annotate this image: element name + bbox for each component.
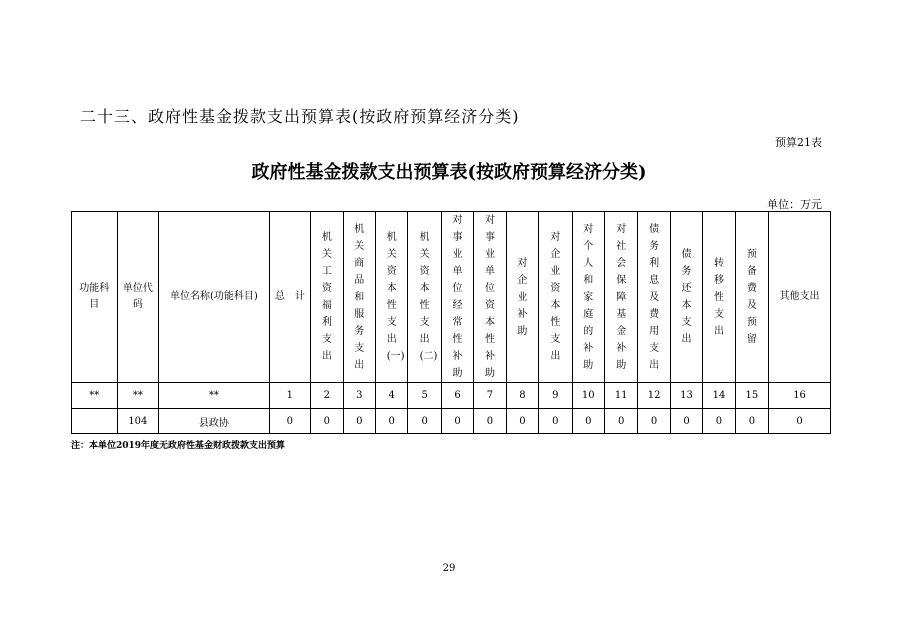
header-cell: 对事业单位资本性补助: [474, 212, 506, 383]
header-row: [72, 212, 831, 383]
amount-cell: 0: [375, 409, 407, 434]
table-number: 预算21表: [775, 136, 822, 149]
index-cell: 9: [539, 383, 572, 409]
header-cell: 债务利息及费用支出: [638, 212, 670, 383]
index-cell: 8: [506, 383, 538, 409]
column-index-row: [72, 383, 831, 409]
amount-cell: 0: [735, 409, 768, 434]
amount-cell: 0: [269, 409, 311, 434]
header-cell: 单位代码: [117, 212, 159, 383]
page-title: 政府性基金拨款支出预算表(按政府预算经济分类): [251, 162, 647, 183]
unit-name-cell: 县政协: [159, 409, 269, 434]
amount-cell: 0: [604, 409, 637, 434]
page-number: 29: [442, 563, 456, 574]
function-code-cell: [72, 409, 118, 434]
header-cell: 对社会保障基金补助: [604, 212, 637, 383]
header-cell: 对个人和家庭的补助: [572, 212, 604, 383]
section-heading: 二十三、政府性基金拨款支出预算表(按政府预算经济分类): [80, 107, 520, 126]
amount-cell: 0: [703, 409, 735, 434]
amount-cell: 0: [539, 409, 572, 434]
index-cell: 13: [670, 383, 702, 409]
index-cell: 7: [474, 383, 506, 409]
amount-cell: 0: [670, 409, 702, 434]
budget-table: [71, 211, 831, 434]
header-cell: 总 计: [269, 212, 311, 383]
header-cell: 机关资本性支出(一): [375, 212, 407, 383]
amount-cell: 0: [441, 409, 473, 434]
amount-cell: 0: [474, 409, 506, 434]
header-cell: 机关商品和服务支出: [343, 212, 375, 383]
header-cell: 其他支出: [769, 212, 831, 383]
amount-cell: 0: [572, 409, 604, 434]
index-cell: 1: [269, 383, 311, 409]
amount-cell: 0: [311, 409, 343, 434]
index-cell: 6: [441, 383, 473, 409]
table-note: 注：本单位2019年度无政府性基金财政拨款支出预算: [71, 441, 286, 451]
header-cell: 预备费及预留: [735, 212, 768, 383]
index-cell: **: [117, 383, 159, 409]
index-cell: 2: [311, 383, 343, 409]
amount-cell: 0: [506, 409, 538, 434]
header-cell: 功能科目: [72, 212, 118, 383]
index-cell: 16: [769, 383, 831, 409]
index-cell: **: [72, 383, 118, 409]
header-cell: 机关工资福利支出: [311, 212, 343, 383]
header-cell: 对事业单位经常性补助: [441, 212, 473, 383]
header-cell: 机关资本性支出(二): [408, 212, 441, 383]
unit-label: 单位：万元: [767, 198, 822, 211]
amount-cell: 0: [408, 409, 441, 434]
header-cell: 单位名称(功能科目): [159, 212, 269, 383]
index-cell: 3: [343, 383, 375, 409]
index-cell: 14: [703, 383, 735, 409]
table-row: [72, 409, 831, 434]
index-cell: **: [159, 383, 269, 409]
amount-cell: 0: [343, 409, 375, 434]
index-cell: 11: [604, 383, 637, 409]
index-cell: 4: [375, 383, 407, 409]
amount-cell: 0: [638, 409, 670, 434]
amount-cell: 0: [769, 409, 831, 434]
index-cell: 15: [735, 383, 768, 409]
index-cell: 12: [638, 383, 670, 409]
header-cell: 对企业资本性支出: [539, 212, 572, 383]
index-cell: 10: [572, 383, 604, 409]
header-cell: 转移性支出: [703, 212, 735, 383]
header-cell: 债务还本支出: [670, 212, 702, 383]
index-cell: 5: [408, 383, 441, 409]
header-cell: 对企业补助: [506, 212, 538, 383]
unit-code-cell: 104: [117, 409, 159, 434]
